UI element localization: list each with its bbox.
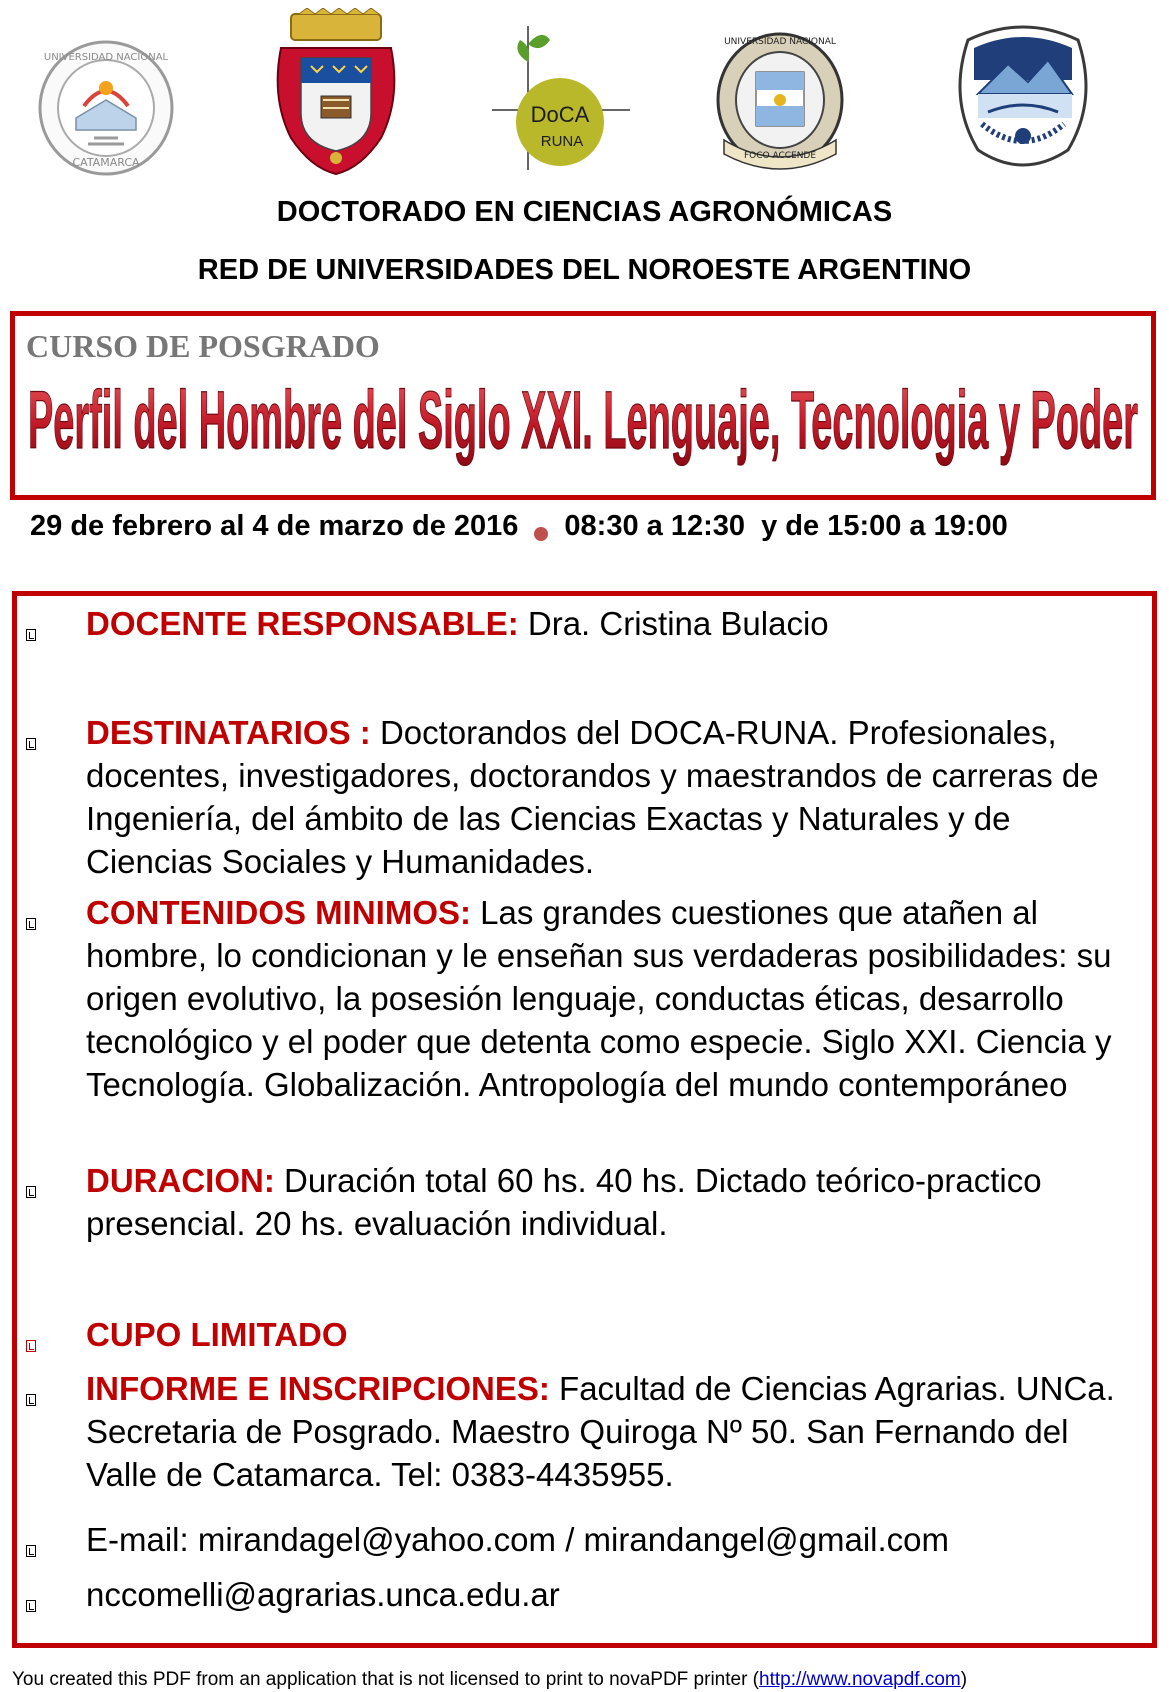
doca-runa-logo [470,22,640,172]
informe-item [86,1367,1136,1496]
duracion-item [86,1159,1136,1245]
cupo-item [86,1313,1136,1356]
checkbox-bullet-icon [26,1340,36,1352]
novapdf-footer [12,1669,967,1691]
email-item [86,1518,1136,1561]
coat-of-arms-logo [271,8,401,178]
checkbox-bullet-icon [26,1394,36,1406]
course-title-text: Perfil del Hombre del Siglo XXI. Lenguaje, Tecnologia y Poder [28,375,1138,466]
docente-label: DOCENTE RESPONSABLE: [86,605,519,642]
docente-text: Dra. Cristina Bulacio [518,605,829,642]
destinatarios-item [86,711,1136,883]
mountain-seal-logo [948,20,1098,180]
destinatarios-label: DESTINATARIOS : [86,714,371,751]
jujuy-seal-logo [710,28,850,178]
svg-text:FOCO ACCENDE: FOCO ACCENDE [743,151,817,161]
docente-item [86,602,1136,645]
duracion-text: Duración total 60 hs. 40 hs. Dictado teórico-practico presencial. 20 hs. evaluación individual. [86,1162,1042,1242]
schedule-dates: 29 de febrero al 4 de marzo de 2016 [30,510,519,542]
logo-strip [0,0,1169,190]
email2-item [86,1573,1136,1616]
svg-text:UNIVERSIDAD NACIONAL: UNIVERSIDAD NACIONAL [724,37,836,47]
checkbox-bullet-icon [26,1186,36,1198]
contenidos-label: CONTENIDOS MINIMOS: [86,894,471,931]
cupo-label: CUPO LIMITADO [86,1316,348,1353]
checkbox-bullet-icon [26,1600,36,1612]
program-title: DOCTORADO EN CIENCIAS AGRONÓMICAS [276,196,893,228]
contenidos-text: Las grandes cuestiones que atañen al hombre, lo condicionan y le enseñan sus verdaderas posibilidades: su origen evolutivo, la posesión lenguaje, conductas éticas, desarrollo tecnológico y el poder que detenta como especie. Siglo XXI. Ciencia y Tecnología. Globalización. Antropología del mundo contemporáneo [86,894,1112,1103]
svg-text:DoCA: DoCA [530,102,590,127]
svg-text:CATAMARCA: CATAMARCA [72,156,140,169]
separator-dot-icon [534,527,548,541]
schedule-line [30,510,1008,543]
course-title [0,362,1169,472]
schedule-hours: 08:30 a 12:30 y de 15:00 a 19:00 [564,510,1008,542]
email-text: E-mail: mirandagel@yahoo.com / mirandangel@gmail.com [86,1521,950,1558]
novapdf-link[interactable]: http://www.novapdf.com [759,1669,961,1690]
checkbox-bullet-icon [26,1545,36,1557]
checkbox-bullet-icon [26,738,36,750]
informe-label: INFORME E INSCRIPCIONES: [86,1370,550,1407]
destinatarios-text: Doctorandos del DOCA-RUNA. Profesionales, docentes, investigadores, doctorandos y maestrandos de carreras de Ingeniería, del ámbito de las Ciencias Exactas y Naturales y de Ciencias Sociales y Humanidades. [86,714,1099,880]
network-title: RED DE UNIVERSIDADES DEL NOROESTE ARGENTINO [197,254,972,286]
catamarca-seal-logo [36,38,176,178]
email2-text: nccomelli@agrarias.unca.edu.ar [86,1576,560,1613]
svg-text:UNIVERSIDAD NACIONAL: UNIVERSIDAD NACIONAL [43,52,169,63]
duracion-label: DURACION: [86,1162,275,1199]
svg-text:RUNA: RUNA [540,133,584,150]
footer-text: You created this PDF from an application that is not licensed to print to novaPDF printer ( [12,1669,760,1690]
checkbox-bullet-icon [26,918,36,930]
checkbox-bullet-icon [26,629,36,641]
contenidos-item [86,891,1136,1106]
course-label: CURSO DE POSGRADO [26,328,380,364]
footer-close: ) [960,1669,968,1690]
informe-text: Facultad de Ciencias Agrarias. UNCa. Secretaria de Posgrado. Maestro Quiroga Nº 50. San Fernando del Valle de Catamarca. Tel: 0383-4435955. [86,1370,1115,1493]
